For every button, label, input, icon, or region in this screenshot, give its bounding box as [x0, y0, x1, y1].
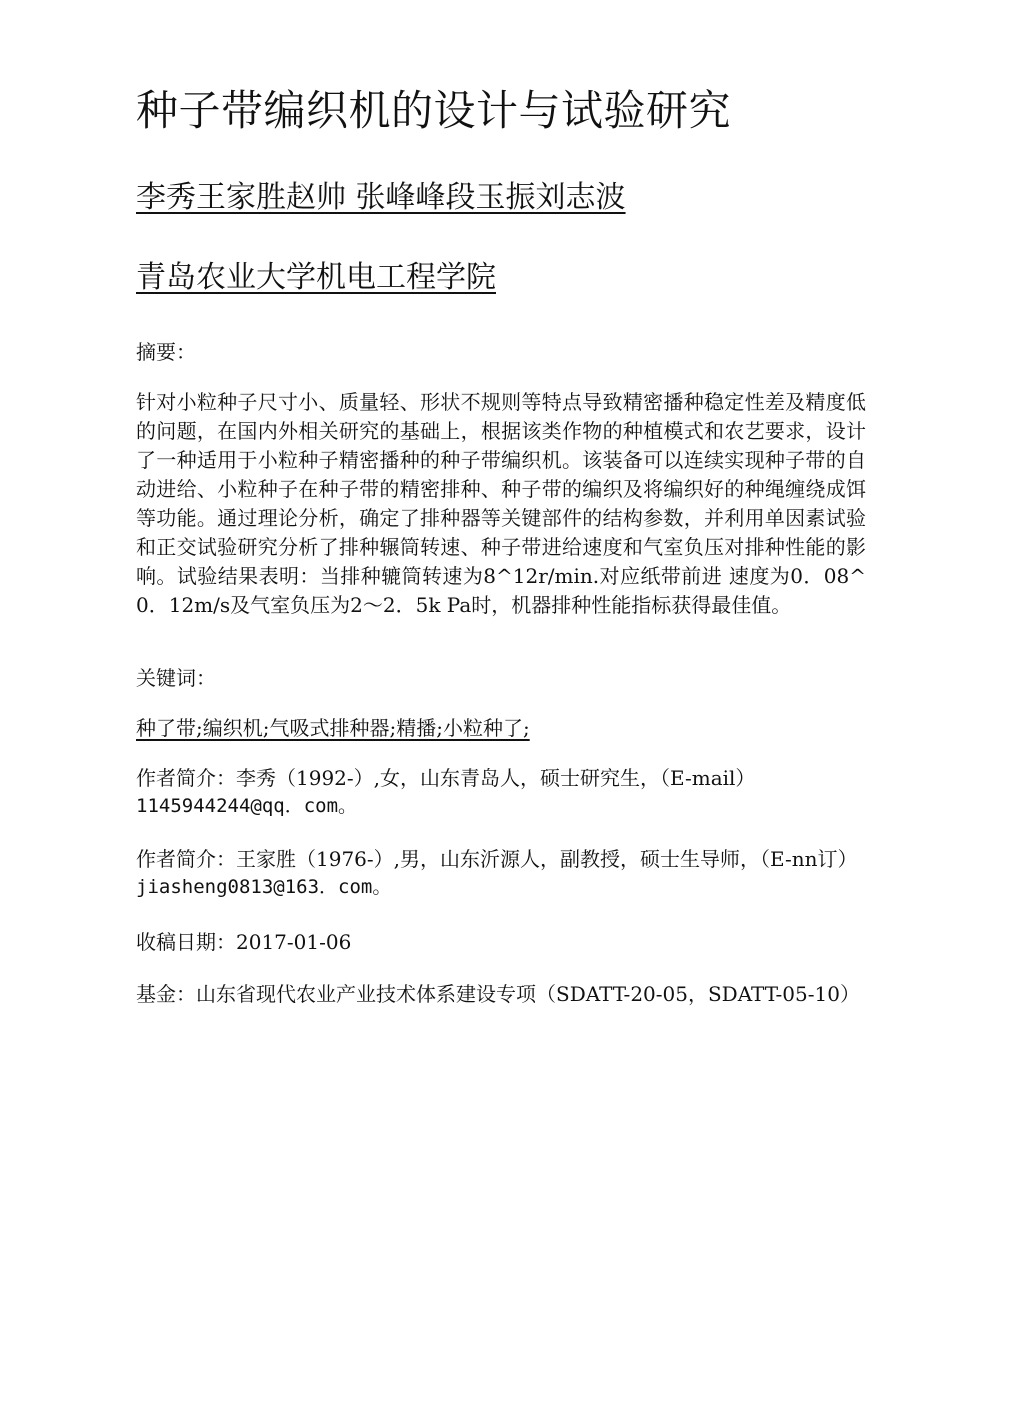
- author-note-1-email: 1145944244@qq．com。: [136, 795, 358, 817]
- affiliation[interactable]: 青岛农业大学机电工程学院: [136, 260, 496, 295]
- author-list[interactable]: 李秀王家胜赵帅 张峰峰段玉振刘志波: [136, 180, 626, 215]
- author-note-2: [136, 845, 876, 902]
- author-note-1: [136, 764, 876, 821]
- abstract-text: 针对小粒种子尺寸小、质量轻、形状不规则等特点导致精密播种稳定性差及精度低的问题，在国内外相关研究的基础上，根据该类作物的种植模式和农艺要求，设计了一种适用于小粒种子精密播种的种子带编织机。该装备可以连续实现种子带的自动进给、小粒种子在种子带的精密排种、种子带的编织及将编织好的种绳缠绕成饵等功能。通过理论分析，确定了排种器等关键部件的结构参数，并利用单因素试验和正交试验研究分析了排种辗筒转速、种子带进给速度和气室负压对排种性能的影响。试验结果表明：当排种辘筒转速为8^12r/min.对应纸带前进 速度为0．08^0．12m/s及气室负压为2～2．5k Pa时，机器排种性能指标获得最佳值。: [136, 390, 866, 617]
- keywords-links[interactable]: 种了带;编织机;气吸式排种器;精播;小粒种了;: [136, 716, 530, 740]
- author-note-1-line1: 作者简介：李秀（1992-）,女，山东青岛人，硕士研究生，（E-mail）: [136, 766, 756, 790]
- paper-title: 种子带编织机的设计与试验研究: [136, 86, 732, 135]
- author-note-2-line1: 作者简介：王家胜（1976-）,男，山东沂源人，副教授，硕士生导师，（E-nn订）: [136, 847, 858, 871]
- fund-info: 基金：山东省现代农业产业技术体系建设专项（SDATT-20-05，SDATT-05-10）: [136, 982, 860, 1006]
- author-note-2-email: jiasheng0813@163．com。: [136, 876, 392, 898]
- abstract-label: 摘要：: [136, 340, 196, 364]
- keywords-label: 关键词：: [136, 666, 216, 690]
- received-date: 收稿日期：2017-01-06: [136, 930, 352, 954]
